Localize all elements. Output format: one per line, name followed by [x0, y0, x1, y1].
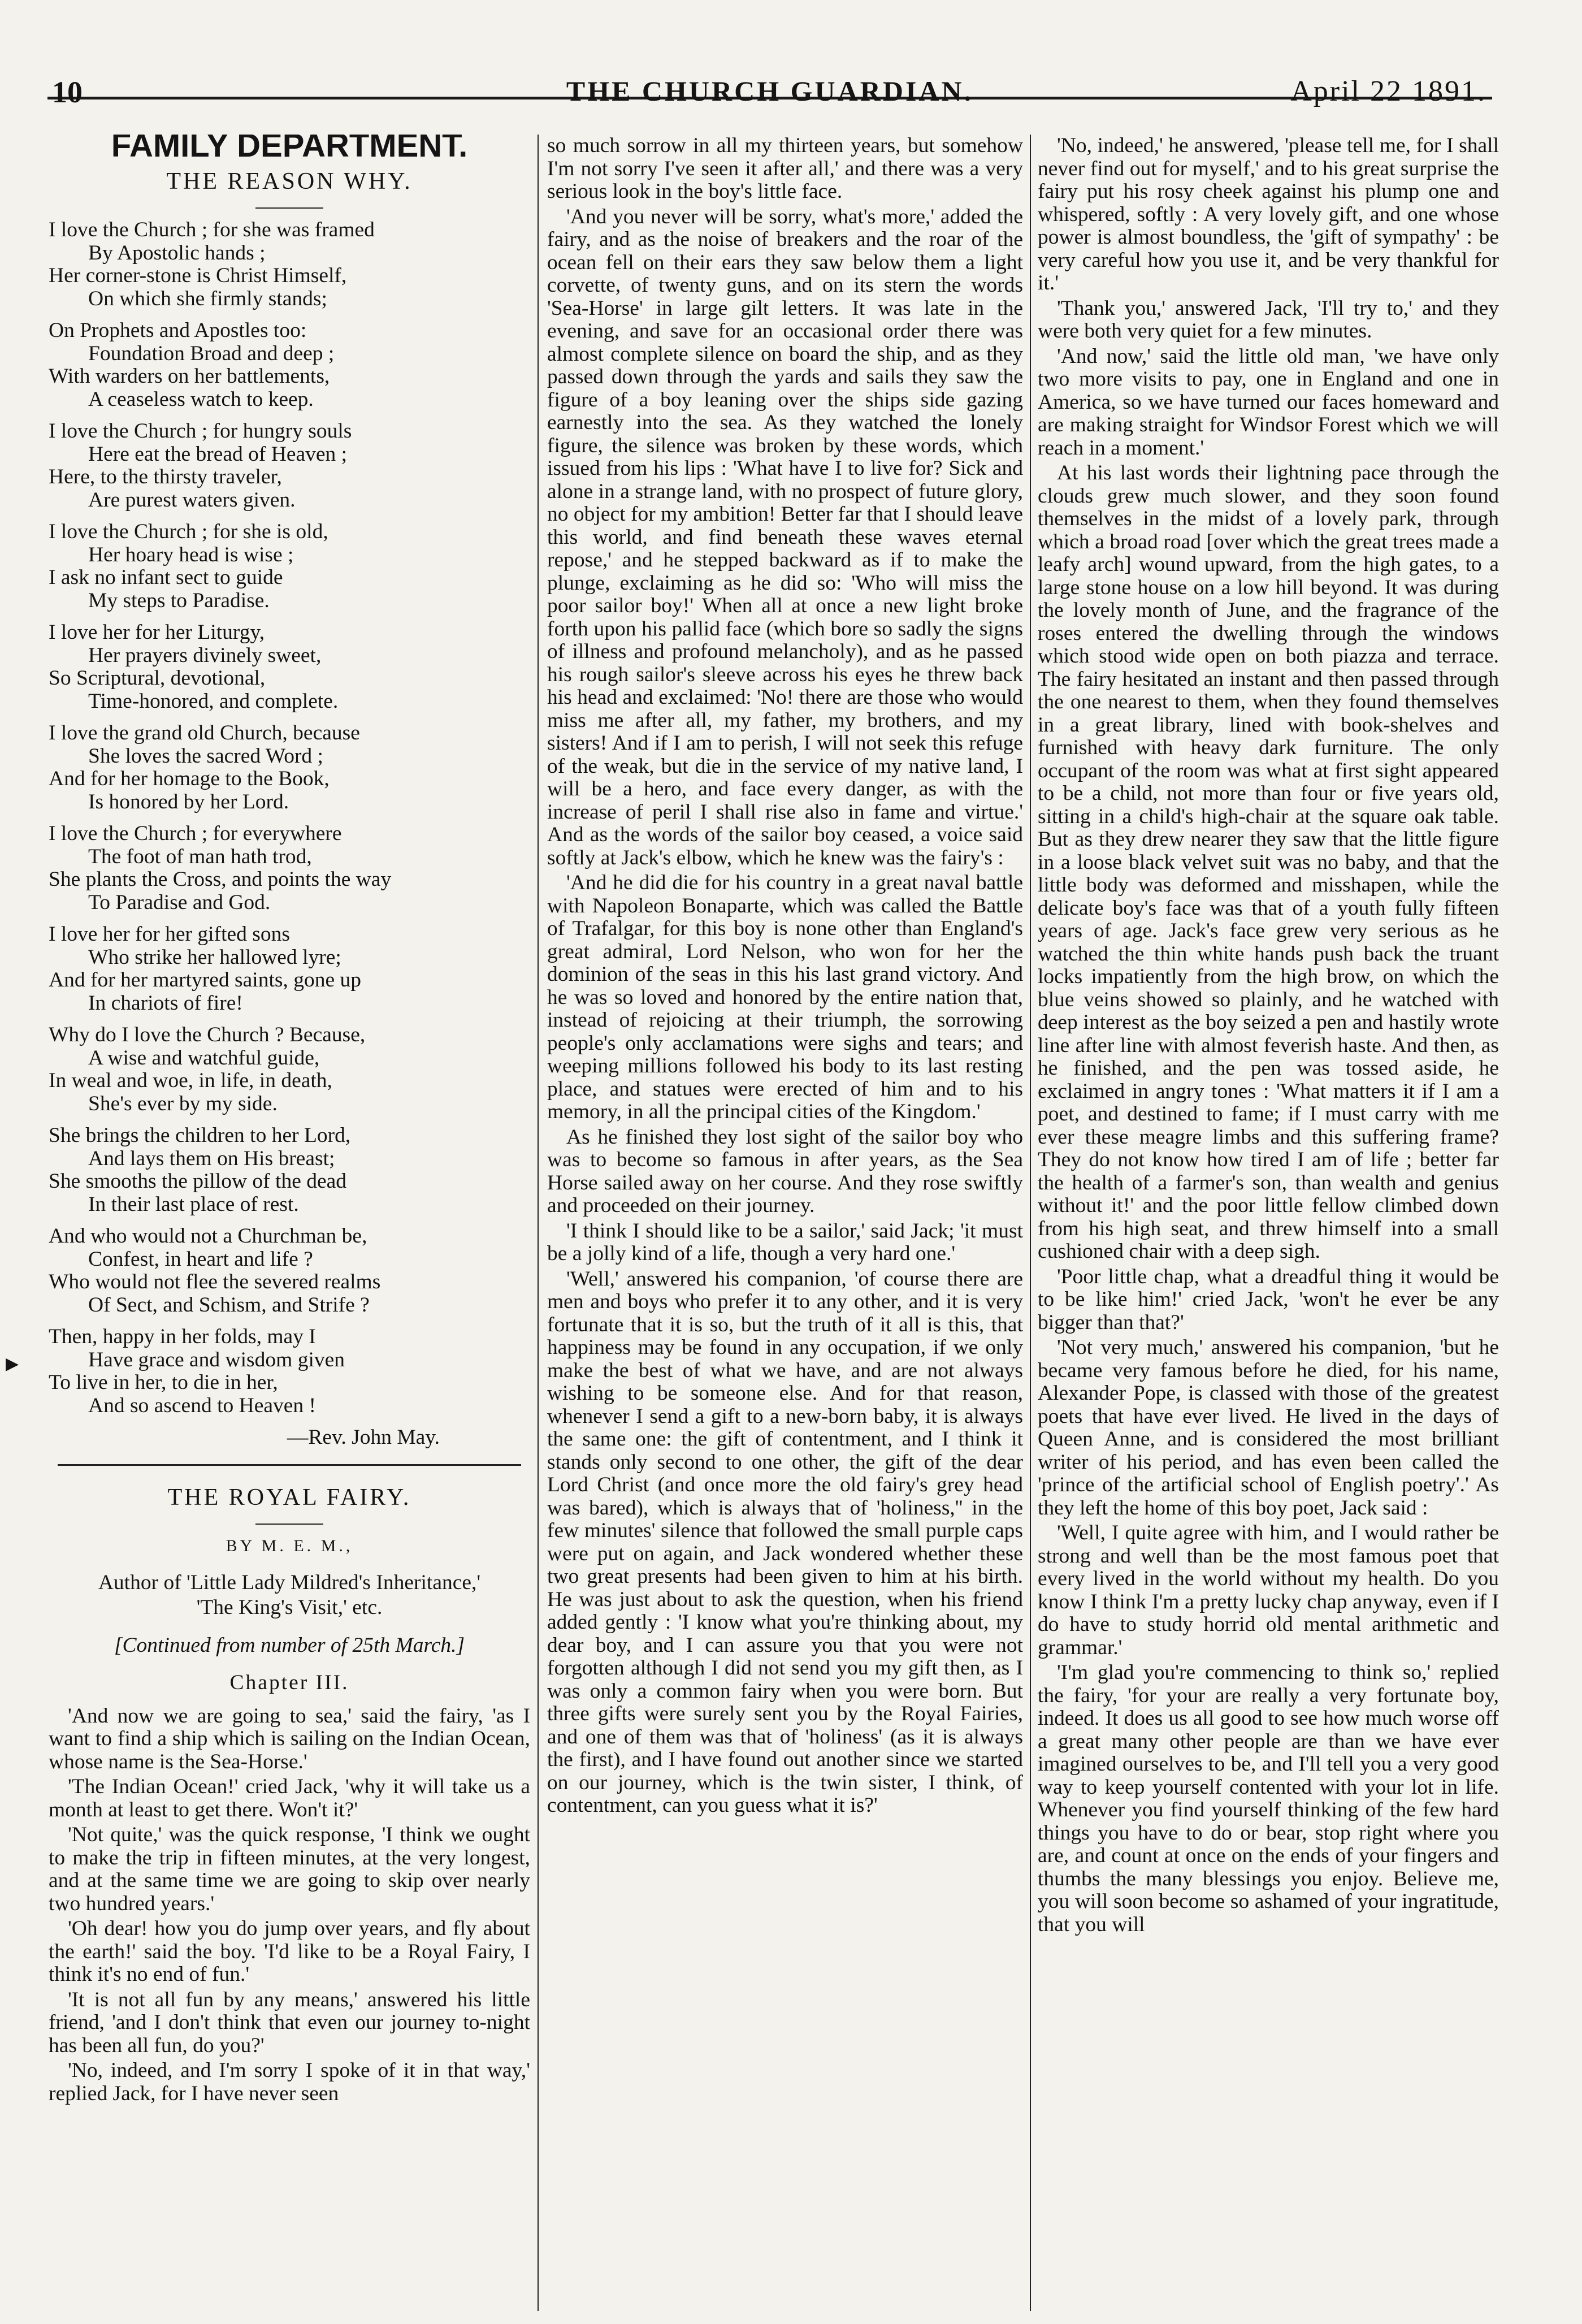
story-author-line: Author of 'Little Lady Mildred's Inheritance,' — [98, 1570, 481, 1594]
poem-line: To Paradise and God. — [88, 890, 271, 914]
poem-line: Here, to the thirsty traveler, — [49, 465, 282, 488]
page-header — [47, 8, 1492, 109]
story-author-line: 'The King's Visit,' etc. — [196, 1596, 383, 1619]
poem-line: Why do I love the Church ? Because, — [49, 1023, 366, 1046]
divider — [58, 1464, 521, 1466]
poem-stanza — [49, 1225, 530, 1317]
paragraph: 'I'm glad you're commencing to think so,' replied the fairy, 'for your are really a very fortunate boy, indeed. It does us all good to see how much worse off a great many other people are than we have ever imagined ourselves to be, and I'll tell you a very good way to keep yourself contented with your lot in life. Whenever you find yourself thinking of the few hard things you have to do or bear, stop right where you are, and count at once on the ends of your fingers and thumbs the many blessings you enjoy. Believe me, you will soon become so ashamed of your ingratitude, that you will — [1038, 1661, 1499, 1936]
divider — [255, 1524, 323, 1525]
page-number: 10 — [52, 75, 83, 109]
poem-line: I love the Church ; for hungry souls — [49, 419, 352, 443]
paragraph: 'Well,' answered his companion, 'of course there are men and boys who prefer it to any other, and it is very fortunate that it is so, but the truth of it all is this, that happiness may be found in any occupation, if we only make the best of what we have, and are not always wishing to be someone else. And for that reason, whenever I send a gift to a new-born baby, it is always the same one: the gift of contentment, and I think it stands only second to one other, the gift of the dear Lord Christ (and once more the old fairy's grey head was bared), which is always that of 'holiness,'' in the few minutes' silence that followed the small purple caps were put on again, and Jack wondered whether these two great presents had been given to him at his birth. He was just about to ask the question, when his friend added gently : 'I know what you're thinking about, my dear boy, and I can assure you that you were not forgotten although I did not send you my gift then, as I was only a common fairy when you were born. But three gifts were surely sent you by the Royal Fairies, and one of them was that of 'holiness' (as it is always the first), and I have found out another since we started on our journey, which is the twin sister, I think, of contentment, can you guess what it is?' — [547, 1267, 1023, 1817]
poem-line: I love her for her gifted sons — [49, 923, 290, 946]
poem-stanza — [49, 823, 530, 914]
poem-line: She brings the children to her Lord, — [49, 1124, 351, 1147]
poem-line: In their last place of rest. — [88, 1192, 299, 1216]
poem-line: And who would not a Churchman be, — [49, 1224, 367, 1248]
poem-stanza — [49, 319, 530, 411]
poem-line: And lays them on His breast; — [88, 1146, 335, 1170]
poem-line: My steps to Paradise. — [88, 588, 270, 612]
poem-line: Who strike her hallowed lyre; — [88, 945, 341, 969]
poem-line: On Prophets and Apostles too: — [49, 319, 307, 342]
paragraph: 'Not quite,' was the quick response, 'I think we ought to make the trip in fifteen minutes, at the very longest, and at the same time we are going to skip over nearly two hundred years.' — [49, 1823, 530, 1915]
paragraph: 'The Indian Ocean!' cried Jack, 'why it will take us a month at least to get there. Won't it?' — [49, 1775, 530, 1821]
poem-line: Are purest waters given. — [88, 488, 296, 512]
poem-line: Then, happy in her folds, may I — [49, 1325, 316, 1348]
poem-line: Confest, in heart and life ? — [88, 1247, 313, 1271]
poem-line: I love the Church ; for she was framed — [49, 218, 375, 241]
paragraph: As he finished they lost sight of the sailor boy who was to become so famous in after years, as the Sea Horse sailed away on her course. And they rose swiftly and proceeded on their journey. — [547, 1125, 1023, 1217]
paragraph: 'And he did die for his country in a great naval battle with Napoleon Bonaparte, which was called the Battle of Trafalgar, for this boy is none other than England's great admiral, Lord Nelson, who won for her the dominion of the seas in this his last grand victory. And he was so loved and honored by the entire nation that, instead of rejoicing at their triumph, the sorrowing people's only acclamations were sighs and tears; and weeping millions followed his body to its last resting place, and statues were erected of him and to his memory, in all the principal cities of the Kingdom.' — [547, 871, 1023, 1123]
column-divider — [1030, 135, 1031, 2311]
poem-line: I love the grand old Church, because — [49, 721, 360, 745]
poem-line: Who would not flee the severed realms — [49, 1270, 381, 1293]
story-body — [49, 1705, 530, 2106]
poem-line: Is honored by her Lord. — [88, 790, 289, 813]
poem-line: By Apostolic hands ; — [88, 241, 266, 265]
paragraph: so much sorrow in all my thirteen years, but somehow I'm not sorry I've seen it after all,' and there was a very serious look in the boy's little face. — [547, 135, 1023, 203]
poem-stanza — [49, 1024, 530, 1115]
poem-line: Here eat the bread of Heaven ; — [88, 442, 348, 466]
poem-line: And for her martyred saints, gone up — [49, 968, 361, 992]
poem-line: Of Sect, and Schism, and Strife ? — [88, 1293, 370, 1317]
poem-line: And so ascend to Heaven ! — [88, 1393, 316, 1417]
poem-line: The foot of man hath trod, — [88, 845, 312, 868]
poem-line: A ceaseless watch to keep. — [88, 387, 314, 411]
poem-line: With warders on her battlements, — [49, 365, 330, 388]
poem-line: On which she firmly stands; — [88, 287, 327, 310]
paragraph: 'Thank you,' answered Jack, 'I'll try to,' and they were both very quiet for a few minutes. — [1038, 296, 1499, 343]
poem-line: So Scriptural, devotional, — [49, 667, 266, 690]
column-2 — [547, 135, 1023, 2317]
poem-line: And for her homage to the Book, — [49, 767, 330, 790]
poem-line: Foundation Broad and deep ; — [88, 341, 335, 365]
paragraph: 'And you never will be sorry, what's more,' added the fairy, and as the noise of breakers and the roar of the ocean fell on their ears they saw below them a light corvette, of twenty guns, and on its stern the words 'Sea-Horse' in large gilt letters. It was late in the evening, and save for an occasional order there was almost complete silence on board the ship, and as they passed down through the yards and sails they saw the figure of a boy leaning over the ships side gazing earnestly into the sea. As they watched the lonely figure, the silence was broken by these words, which issued from his lips : 'What have I to live for? Sick and alone in a strange land, with no prospect of future glory, no object for my ambition! Better far that I should leave this world, and find beneath these waves eternal repose,' and he stepped backward as if to make the plunge, exclaiming as he did so: 'Who will miss the poor sailor boy!' When all at once a new light broke forth upon his pallid face (which bore so sadly the signs of illness and profound melancholy), and as he passed his rough sailor's sleeve across his eyes he threw back his head and exclaimed: 'No! there are those who would miss me after all, my father, my brothers, and my sisters! And if I am to perish, I will not seek this refuge of the weak, but die in the service of my native land, I will be a hero, and face every danger, as with the increase of peril I shall rise also in fame and virtue.' And as the words of the sailor boy ceased, a voice said softly at Jack's elbow, which he knew was the fairy's : — [547, 205, 1023, 869]
paragraph: 'It is not all fun by any means,' answered his little friend, 'and I don't think that even our journey to-night has been all fun, do you?' — [49, 1988, 530, 2057]
poem-line: Her hoary head is wise ; — [88, 543, 294, 566]
poem-line: Time-honored, and complete. — [88, 689, 339, 713]
issue-date: April 22 1891. — [1290, 75, 1486, 107]
column-3 — [1038, 135, 1499, 2317]
story-title: THE ROYAL FAIRY. — [167, 1484, 411, 1511]
poem-body — [49, 219, 530, 1417]
poem-stanza — [49, 521, 530, 612]
poem-stanza — [49, 923, 530, 1015]
column-divider — [538, 135, 539, 2311]
poem-line: Her corner-stone is Christ Himself, — [49, 264, 347, 287]
poem-stanza — [49, 1124, 530, 1216]
poem-line: Her prayers divinely sweet, — [88, 643, 322, 667]
paragraph: 'No, indeed,' he answered, 'please tell me, for I shall never find out for myself,' and to his great surprise the fairy put his rosy cheek against his plump one and whispered, softly : A very lovely gift, and one whose power is almost boundless, the 'gift of sympathy' : be very careful how you use it, and be very thankful for it.' — [1038, 135, 1499, 295]
paragraph: 'Well, I quite agree with him, and I would rather be strong and well than be the most famous poet that every lived in the world without my health. Do you know I think I'm a pretty lucky chap anyway, even if I do have to study horrid old mental arithmetic and grammar.' — [1038, 1521, 1499, 1659]
poem-line: I love the Church ; for she is old, — [49, 520, 328, 543]
margin-arrow-icon: ▶ — [6, 1354, 19, 1374]
poem-attribution: —Rev. John May. — [287, 1426, 440, 1449]
paragraph: 'I think I should like to be a sailor,' said Jack; 'it must be a jolly kind of a life, though a very hard one.' — [547, 1219, 1023, 1265]
story-byline: BY M. E. M., — [226, 1537, 353, 1555]
poem-line: She loves the sacred Word ; — [88, 744, 323, 768]
poem-line: Have grace and wisdom given — [88, 1348, 345, 1371]
paragraph: 'Poor little chap, what a dreadful thing it would be to be like him!' cried Jack, 'won't he ever be any bigger than that?' — [1038, 1265, 1499, 1334]
poem-line: I love her for her Liturgy, — [49, 621, 265, 644]
poem-stanza — [49, 1326, 530, 1417]
poem-line: She plants the Cross, and points the way — [49, 868, 392, 891]
poem-title: THE REASON WHY. — [166, 168, 413, 194]
poem-line: In weal and woe, in life, in death, — [49, 1069, 332, 1092]
poem-line: A wise and watchful guide, — [88, 1046, 320, 1070]
paragraph: 'And now,' said the little old man, 'we have only two more visits to pay, one in England and one in America, so we have turned our faces homeward and are making straight for Windsor Forest which we will reach in a moment.' — [1038, 344, 1499, 460]
divider — [255, 207, 323, 209]
chapter-heading: Chapter III. — [229, 1671, 349, 1694]
newspaper-title: THE CHURCH GUARDIAN. — [566, 75, 974, 107]
poem-line: She smooths the pillow of the dead — [49, 1170, 347, 1193]
paragraph: 'Oh dear! how you do jump over years, and fly about the earth!' said the boy. 'I'd like to be a Royal Fairy, I think it's no end of fun.' — [49, 1917, 530, 1986]
column-1 — [49, 135, 530, 2317]
paragraph: At his last words their lightning pace through the clouds grew much slower, and they soon found themselves in the midst of a lovely park, through which a broad road [over which the great trees made a leafy arch] wound upward, from the high gates, to a large stone house on a low hill beyond. It was during the lovely month of June, and the fragrance of the roses entered the dwelling through the windows which stood wide open on both piazza and terrace. The fairy hesitated an instant and then passed through the one nearest to them, when they found themselves in a great library, lined with book-shelves and furnished with heavy dark furniture. The only occupant of the room was what at first sight appeared to be a child, not more than four or five years old, sitting in a child's high-chair at the square oak table. But as they drew nearer they saw that the little figure in a loose black velvet suit was no baby, and that the little body was deformed and misshapen, while the delicate boy's face was that of a youth fully fifteen years of age. Jack's face grew very serious as he watched the thin white hands push back the truant locks impatiently from the high brow, on which the blue veins showed so plainly, and he watched with deep interest as the boy seized a pen and hastily wrote line after line with almost feverish haste. And then, as he finished, and the pen was tossed aside, he exclaimed in angry tones : 'What matters it if I am a poet, and destined to fame; if I must carry with me ever these meagre limbs and this suffering frame? They do not know how tired I am of life ; better far the health of a farmer's son, than wealth and genius without it!' and the poor little fellow climbed down from his high seat, and threw himself into a small cushioned chair with a deep sigh. — [1038, 461, 1499, 1263]
poem-stanza — [49, 219, 530, 310]
poem-line: I love the Church ; for everywhere — [49, 822, 342, 845]
poem-line: In chariots of fire! — [88, 991, 243, 1015]
poem-line: To live in her, to die in her, — [49, 1371, 278, 1394]
poem-stanza — [49, 722, 530, 813]
poem-stanza — [49, 420, 530, 512]
continued-note: [Continued from number of 25th March.] — [114, 1633, 465, 1657]
poem-stanza — [49, 621, 530, 713]
paragraph: 'And now we are going to sea,' said the fairy, 'as I want to find a ship which is sailing on the Indian Ocean, whose name is the Sea-Horse.' — [49, 1704, 530, 1773]
paragraph: 'No, indeed, and I'm sorry I spoke of it in that way,' replied Jack, for I have never seen — [49, 2059, 530, 2105]
poem-line: I ask no infant sect to guide — [49, 566, 283, 589]
paragraph: 'Not very much,' answered his companion, 'but he became very famous before he died, for his name, Alexander Pope, is classed with those of the greatest poets that have ever lived. He lived in the days of Queen Anne, and is considered the most brilliant writer of his period, and has even been called the 'prince of the artificial school of English poetry'.' As they left the home of this boy poet, Jack said : — [1038, 1336, 1499, 1520]
section-heading: FAMILY DEPARTMENT. — [111, 135, 468, 164]
poem-line: She's ever by my side. — [88, 1092, 278, 1115]
